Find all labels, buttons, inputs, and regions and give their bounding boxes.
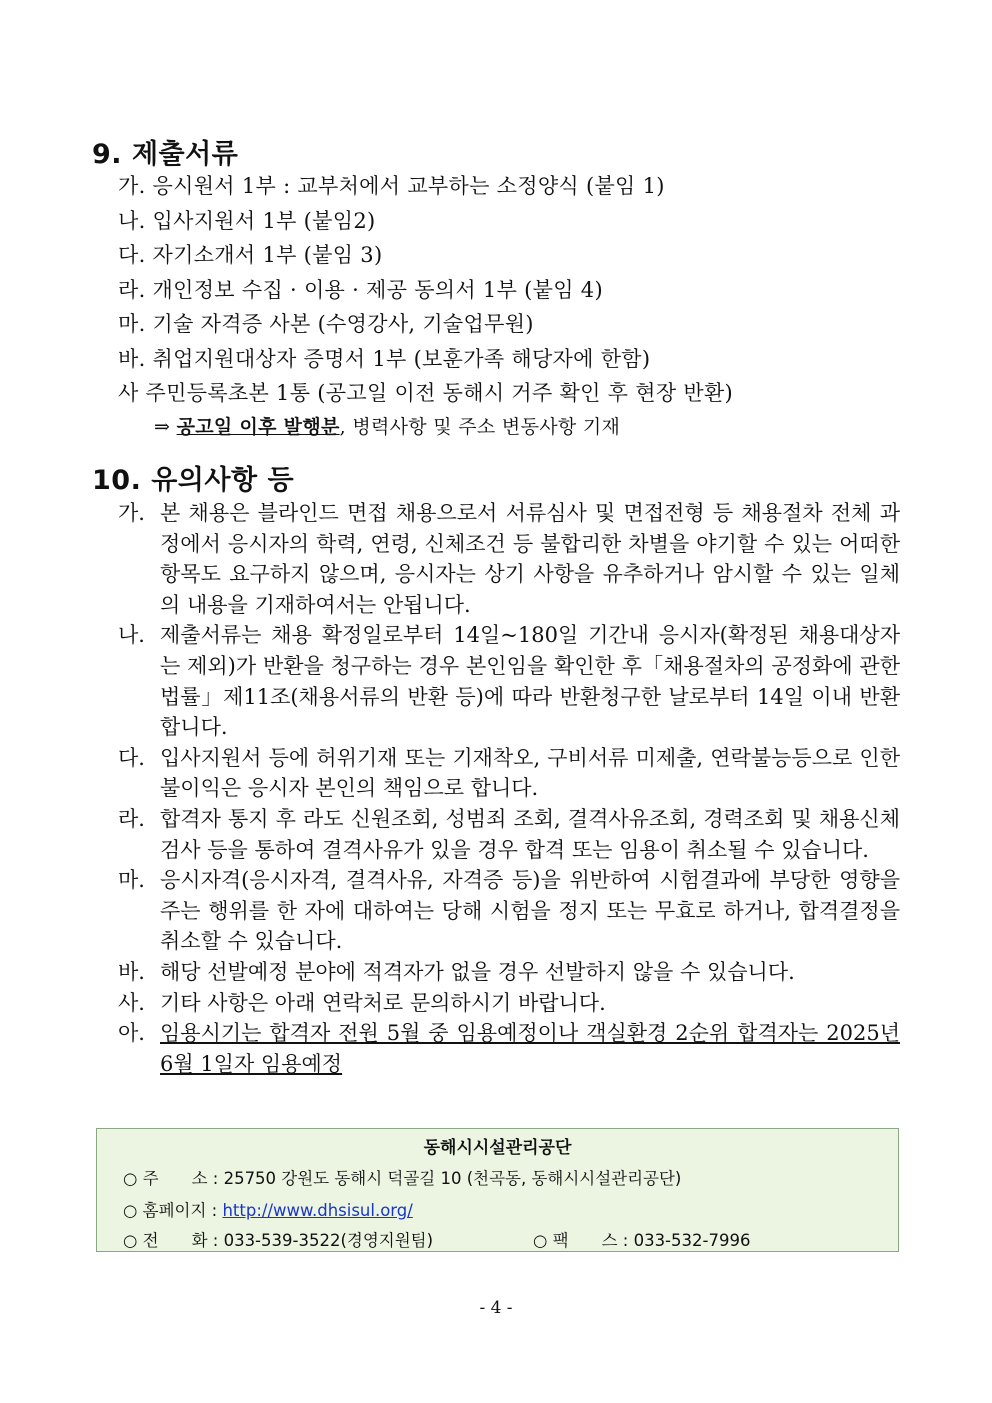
contact-fax: ○ 팩 스 : 033-532-7996 [533,1231,751,1250]
item-text: 본 채용은 블라인드 면접 채용으로서 서류심사 및 면접전형 등 채용절차 전체 과정에서 응시자의 학력, 연령, 신체조건 등 불합리한 차별을 야기할 수 있는 어떠한 항목도 요구하지 않으며, 응시자는 상기 사항을 유추하거나 암시할 수 있는 일체의 내용을 기재하여서는 안됩니다. [160,501,900,617]
list-item: 가. 응시원서 1부 : 교부처에서 교부하는 소정양식 (붙임 1) [118,174,665,198]
homepage-link[interactable]: http://www.dhsisul.org/ [222,1201,413,1220]
resident-registration-note [118,414,918,444]
contact-phone-fax [123,1227,751,1251]
list-item: 라. 개인정보 수집 · 이용 · 제공 동의서 1부 (붙임 4) [118,277,603,302]
list-item: 바. 취업지원대상자 증명서 1부 (보훈가족 해당자에 한함) [118,346,651,371]
list-item [118,498,900,620]
section-9-heading: 9. 제출서류 [92,139,239,170]
item-text: 입사지원서 등에 허위기재 또는 기재착오, 구비서류 미제출, 연락불능등으로 인한 불이익은 응시자 본인의 책임으로 합니다. [160,745,900,801]
arrow-icon: ⇒ [154,415,171,438]
list-item [118,743,900,804]
list-item: 다. 자기소개서 1부 (붙임 3) [118,243,383,267]
list-item [118,865,900,957]
list-item [118,988,900,1019]
list-item: 사 주민등록초본 1통 (공고일 이전 동해시 거주 확인 후 현장 반환) [118,381,734,405]
list-item [118,804,900,865]
list-item [118,620,900,742]
list-item [118,957,900,988]
item-text: 제출서류는 채용 확정일로부터 14일~180일 기간내 응시자(확정된 채용대상자는 제외)가 반환을 청구하는 경우 본인임을 확인한 후「채용절차의 공정화에 관한 법률」제11조(채용서류의 반환 등)에 따라 반환청구한 날로부터 14일 이내 반환 합니다. [160,623,900,740]
notes-list [118,498,900,1079]
item-label: 나. [118,623,145,648]
contact-title: 동해시시설관리공단 [423,1138,572,1158]
item-label: 아. [118,1021,145,1046]
section-10-heading: 10. 유의사항 등 [92,465,295,496]
list-item: 마. 기술 자격증 사본 (수영강사, 기술업무원) [118,312,534,336]
homepage-label: ○ 홈페이지 : [123,1201,223,1220]
item-label: 가. [118,501,145,525]
list-item [118,1018,900,1079]
item-text-underlined: 임용시기는 합격자 전원 5월 중 임용예정이나 객실환경 2순위 합격자는 2025년 6월 1일자 임용예정 [160,1021,900,1076]
item-text: 응시자격(응시자격, 결격사유, 자격증 등)을 위반하여 시험결과에 부당한 영향을 주는 행위를 한 자에 대하여는 당해 시험을 정지 또는 무효로 하거나, 합격결정을 취소할 수 있습니다. [160,868,900,954]
note-text: , 병력사항 및 주소 변동사항 기재 [339,415,621,438]
contact-phone: ○ 전 화 : 033-539-3522(경영지원팀) [123,1231,434,1250]
contact-address: ○ 주 소 : 25750 강원도 동해시 덕골길 10 (천곡동, 동해시시설관리공단) [123,1169,682,1188]
item-label: 바. [118,959,145,984]
submission-documents-list [118,172,918,444]
list-item: 나. 입사지원서 1부 (붙임2) [118,208,376,233]
item-label: 마. [118,868,145,893]
item-text: 합격자 통지 후 라도 신원조회, 성범죄 조회, 결격사유조회, 경력조회 및 채용신체검사 등을 통하여 결격사유가 있을 경우 합격 또는 임용이 취소될 수 있습니다. [160,806,900,862]
item-label: 사. [118,990,145,1015]
item-label: 라. [118,806,145,831]
item-text: 기타 사항은 아래 연락처로 문의하시기 바랍니다. [160,990,606,1015]
item-text: 해당 선발예정 분야에 적격자가 없을 경우 선발하지 않을 수 있습니다. [160,959,795,984]
note-emphasis: 공고일 이후 발행분 [176,415,340,438]
page-number: - 4 - [479,1298,513,1318]
contact-homepage [123,1197,413,1221]
item-label: 다. [118,745,145,770]
contact-box [96,1128,899,1252]
